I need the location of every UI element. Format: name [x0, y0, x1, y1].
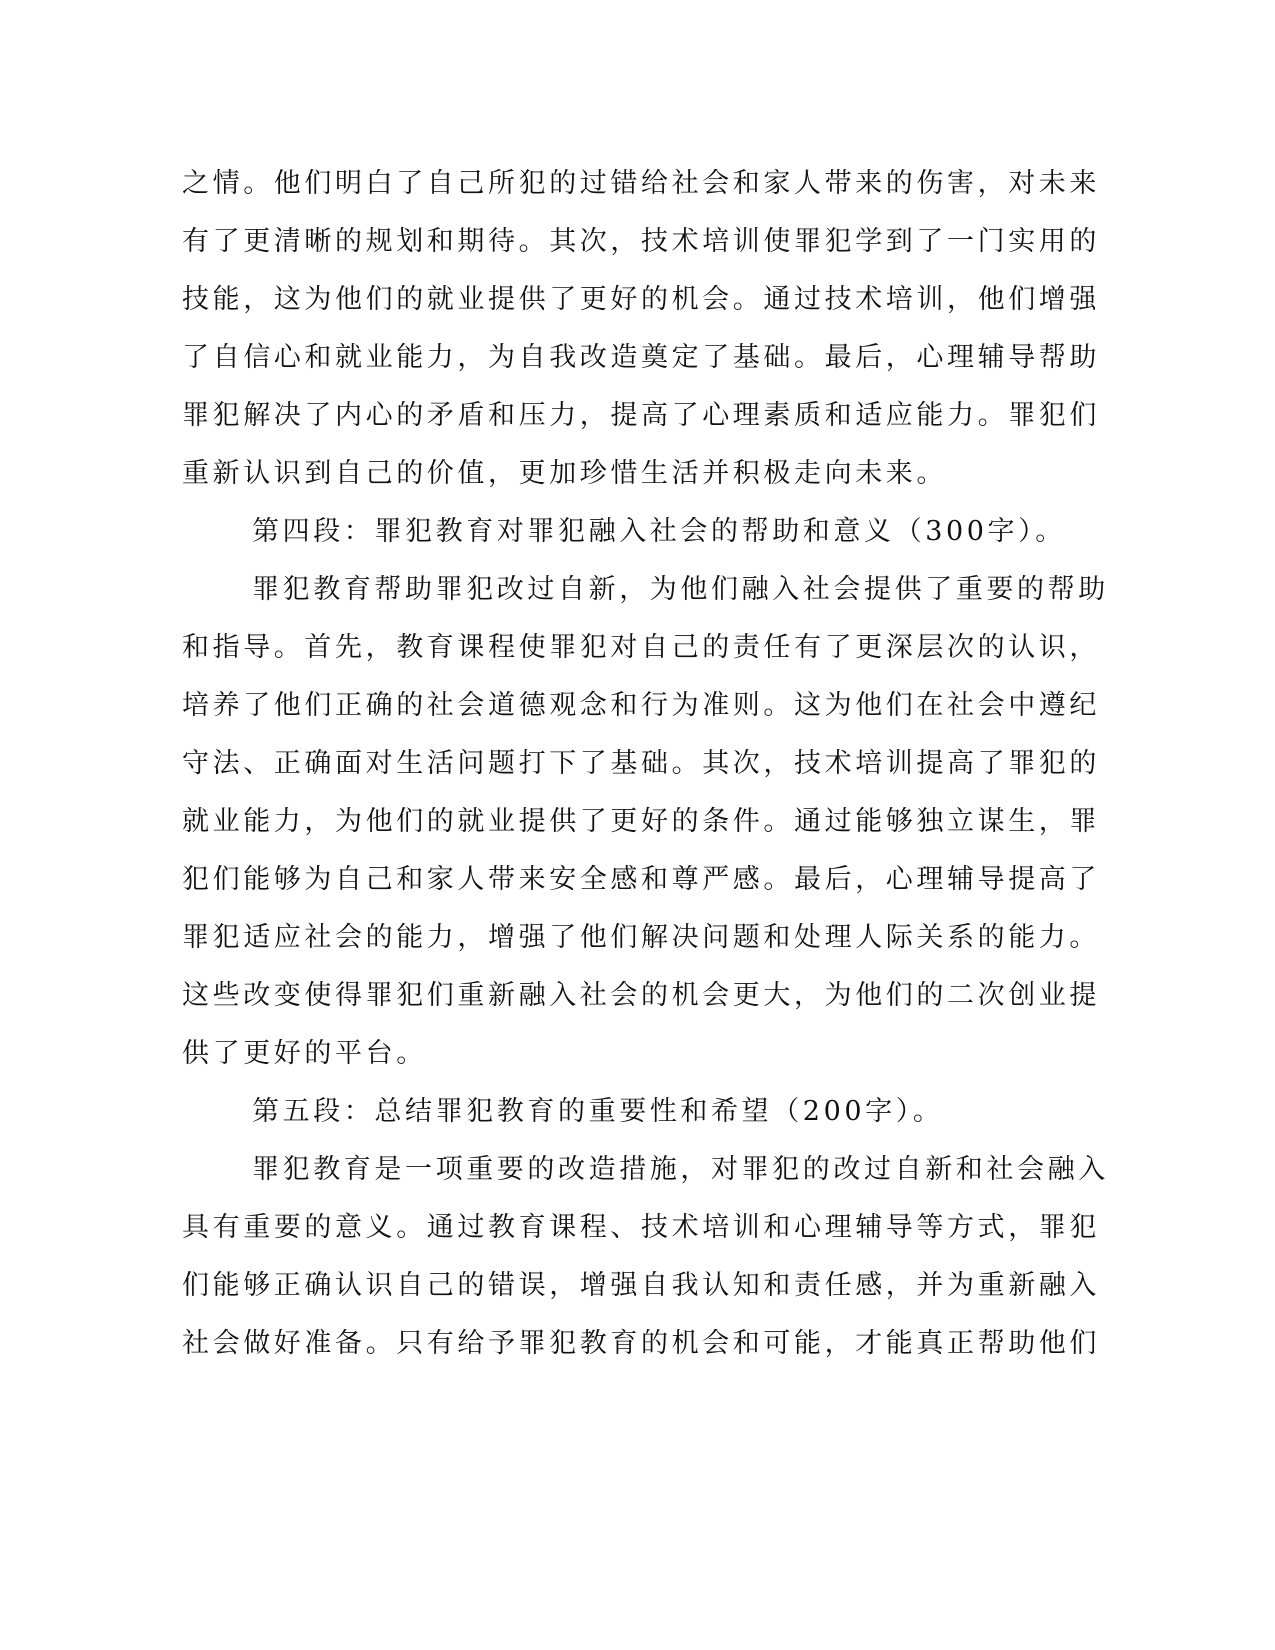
- text-line: 这些改变使得罪犯们重新融入社会的机会更大，为他们的二次创业提: [182, 980, 1100, 1011]
- text-line: 社会做好准备。只有给予罪犯教育的机会和可能，才能真正帮助他们: [182, 1328, 1100, 1359]
- text-line: 了自信心和就业能力，为自我改造奠定了基础。最后，心理辅导帮助: [182, 342, 1100, 373]
- text-line: 和指导。首先，教育课程使罪犯对自己的责任有了更深层次的认识，: [182, 632, 1100, 663]
- section-heading-4: 第四段：罪犯教育对罪犯融入社会的帮助和意义（300字）。: [252, 516, 1066, 547]
- text-line: 培养了他们正确的社会道德观念和行为准则。这为他们在社会中遵纪: [182, 690, 1100, 721]
- text-line: 守法、正确面对生活问题打下了基础。其次，技术培训提高了罪犯的: [182, 748, 1100, 779]
- text-line: 们能够正确认识自己的错误，增强自我认知和责任感，并为重新融入: [182, 1270, 1100, 1301]
- text-line: 罪犯适应社会的能力，增强了他们解决问题和处理人际关系的能力。: [182, 922, 1100, 953]
- text-line: 有了更清晰的规划和期待。其次，技术培训使罪犯学到了一门实用的: [182, 226, 1100, 257]
- text-line: 犯们能够为自己和家人带来安全感和尊严感。最后，心理辅导提高了: [182, 864, 1100, 895]
- text-line: 罪犯教育帮助罪犯改过自新，为他们融入社会提供了重要的帮助: [252, 574, 1109, 605]
- body-text: [182, 155, 1109, 1373]
- text-line: 罪犯解决了内心的矛盾和压力，提高了心理素质和适应能力。罪犯们: [182, 400, 1100, 431]
- text-line: 罪犯教育是一项重要的改造措施，对罪犯的改过自新和社会融入: [252, 1154, 1109, 1185]
- section-heading-5: 第五段：总结罪犯教育的重要性和希望（200字）。: [252, 1096, 944, 1127]
- text-line: 具有重要的意义。通过教育课程、技术培训和心理辅导等方式，罪犯: [182, 1212, 1100, 1243]
- text-line: 重新认识到自己的价值，更加珍惜生活并积极走向未来。: [182, 458, 947, 489]
- text-line: 之情。他们明白了自己所犯的过错给社会和家人带来的伤害，对未来: [182, 168, 1100, 199]
- text-line: 供了更好的平台。: [182, 1038, 427, 1069]
- text-line: 技能，这为他们的就业提供了更好的机会。通过技术培训，他们增强: [182, 284, 1100, 315]
- text-line: 就业能力，为他们的就业提供了更好的条件。通过能够独立谋生，罪: [182, 806, 1100, 837]
